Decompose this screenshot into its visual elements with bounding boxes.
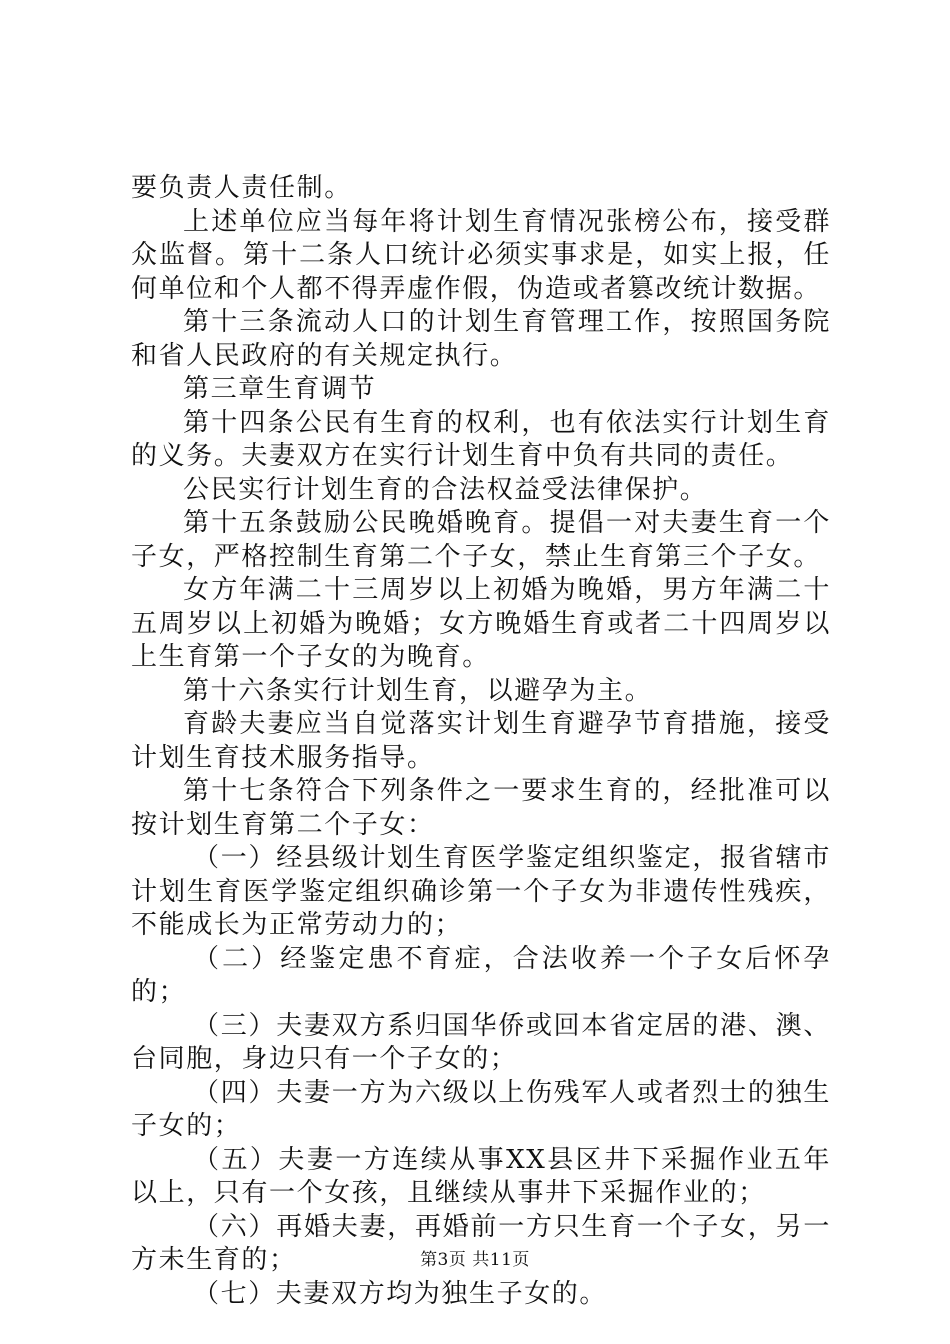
list-item: （三）夫妻双方系归国华侨或回本省定居的港、澳、台同胞，身边只有一个子女的； (131, 1010, 831, 1074)
list-item: （二）经鉴定患不育症，合法收养一个子女后怀孕的； (131, 943, 831, 1007)
chapter-heading: 第三章生育调节 (183, 374, 377, 404)
list-item: （四）夫妻一方为六级以上伤残军人或者烈士的独生子女的； (131, 1077, 831, 1141)
list-item: （七）夫妻双方均为独生子女的。 (193, 1278, 608, 1309)
page-number-footer: 第3页 共11页 (420, 1250, 530, 1270)
paragraph: 第十六条实行计划生育，以避孕为主。 (183, 675, 653, 706)
list-item: （一）经县级计划生育医学鉴定组织鉴定，报省辖市计划生育医学鉴定组织确诊第一个子女为非遗传性残疾，不能成长为正常劳动力的； (131, 843, 831, 940)
paragraph: 要负责人责任制。 (131, 173, 352, 203)
document-body (131, 172, 831, 1311)
paragraph: 第十五条鼓励公民晚婚晚育。提倡一对夫妻生育一个子女，严格控制生育第二个子女，禁止生育第三个子女。 (131, 508, 831, 572)
paragraph: 公民实行计划生育的合法权益受法律保护。 (183, 474, 708, 505)
paragraph: 女方年满二十三周岁以上初婚为晚婚，男方年满二十五周岁以上初婚为晚婚；女方晚婚生育或者二十四周岁以上生育第一个子女的为晚育。 (131, 575, 831, 672)
list-item: （五）夫妻一方连续从事XX县区井下采掘作业五年以上，只有一个女孩，且继续从事井下采掘作业的； (131, 1144, 831, 1208)
paragraph: 上述单位应当每年将计划生育情况张榜公布，接受群众监督。第十二条人口统计必须实事求是，如实上报，任何单位和个人都不得弄虚作假，伪造或者篡改统计数据。 (131, 206, 831, 304)
list-item: （六）再婚夫妻，再婚前一方只生育一个子女，另一方未生育的； (131, 1211, 831, 1275)
paragraph: 第十七条符合下列条件之一要求生育的，经批准可以按计划生育第二个子女： (131, 776, 831, 840)
paragraph: 育龄夫妻应当自觉落实计划生育避孕节育措施，接受计划生育技术服务指导。 (131, 709, 831, 773)
paragraph: 第十四条公民有生育的权利，也有依法实行计划生育的义务。夫妻双方在实行计划生育中负有共同的责任。 (131, 407, 831, 471)
paragraph: 第十三条流动人口的计划生育管理工作，按照国务院和省人民政府的有关规定执行。 (131, 307, 831, 371)
